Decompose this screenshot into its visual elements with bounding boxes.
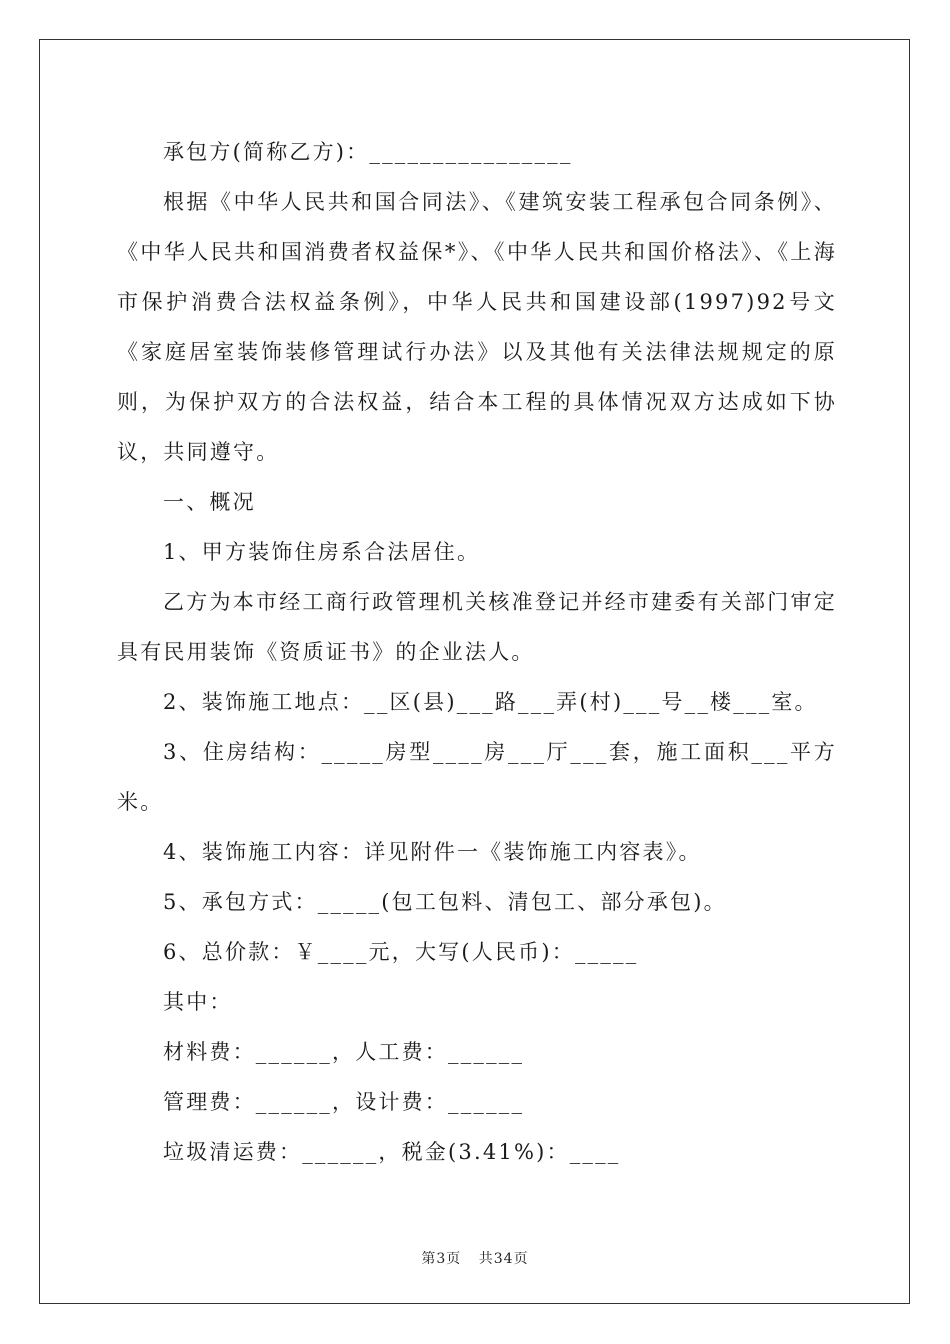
clause-5-contract-method: 5、承包方式：_____(包工包料、清包工、部分承包)。 (163, 890, 727, 914)
fee-line-material-labor: 材料费：______，人工费：______ (163, 1040, 525, 1064)
section-heading-overview: 一、概况 (163, 490, 256, 514)
legal-basis-paragraph: 根据《中华人民共和国合同法》、《建筑安装工程承包合同条例》、《中华人民共和国消费者权益保*》、《中华人民共和国价格法》、《上海市保护消费合法权益条例》，中华人民共和国建设部(1997)92号文《家庭居室装饰装修管理试行办法》以及其他有关法律法规规定的原则，为保护双方的合法权益，结合本工程的具体情况双方达成如下协议，共同遵守。 (117, 190, 837, 464)
page-number-total: 共34页 (478, 1251, 529, 1267)
clause-6-total-price: 6、总价款：￥____元，大写(人民币)：_____ (163, 940, 639, 964)
clause-4-construction-content: 4、装饰施工内容：详见附件一《装饰施工内容表》。 (163, 840, 702, 864)
breakdown-heading: 其中： (163, 990, 233, 1014)
document-body (117, 127, 837, 1177)
clause-3-housing-structure: 3、住房结构：_____房型____房___厅___套，施工面积___平方米。 (117, 740, 837, 814)
fee-line-management-design: 管理费：______，设计费：______ (163, 1090, 525, 1114)
page-number-current: 第3页 (421, 1251, 462, 1267)
clause-2-construction-site: 2、装饰施工地点：__区(县)___路___弄(村)___号__楼___室。 (163, 690, 818, 714)
page-footer (0, 1248, 950, 1268)
contractor-line: 承包方(简称乙方)：________________ (163, 140, 573, 164)
clause-1-contractor-qualification: 乙方为本市经工商行政管理机关核准登记并经市建委有关部门审定具有民用装饰《资质证书》的企业法人。 (117, 590, 837, 664)
fee-line-waste-tax: 垃圾清运费：______，税金(3.41%)：____ (163, 1140, 621, 1164)
clause-1: 1、甲方装饰住房系合法居住。 (163, 540, 481, 564)
